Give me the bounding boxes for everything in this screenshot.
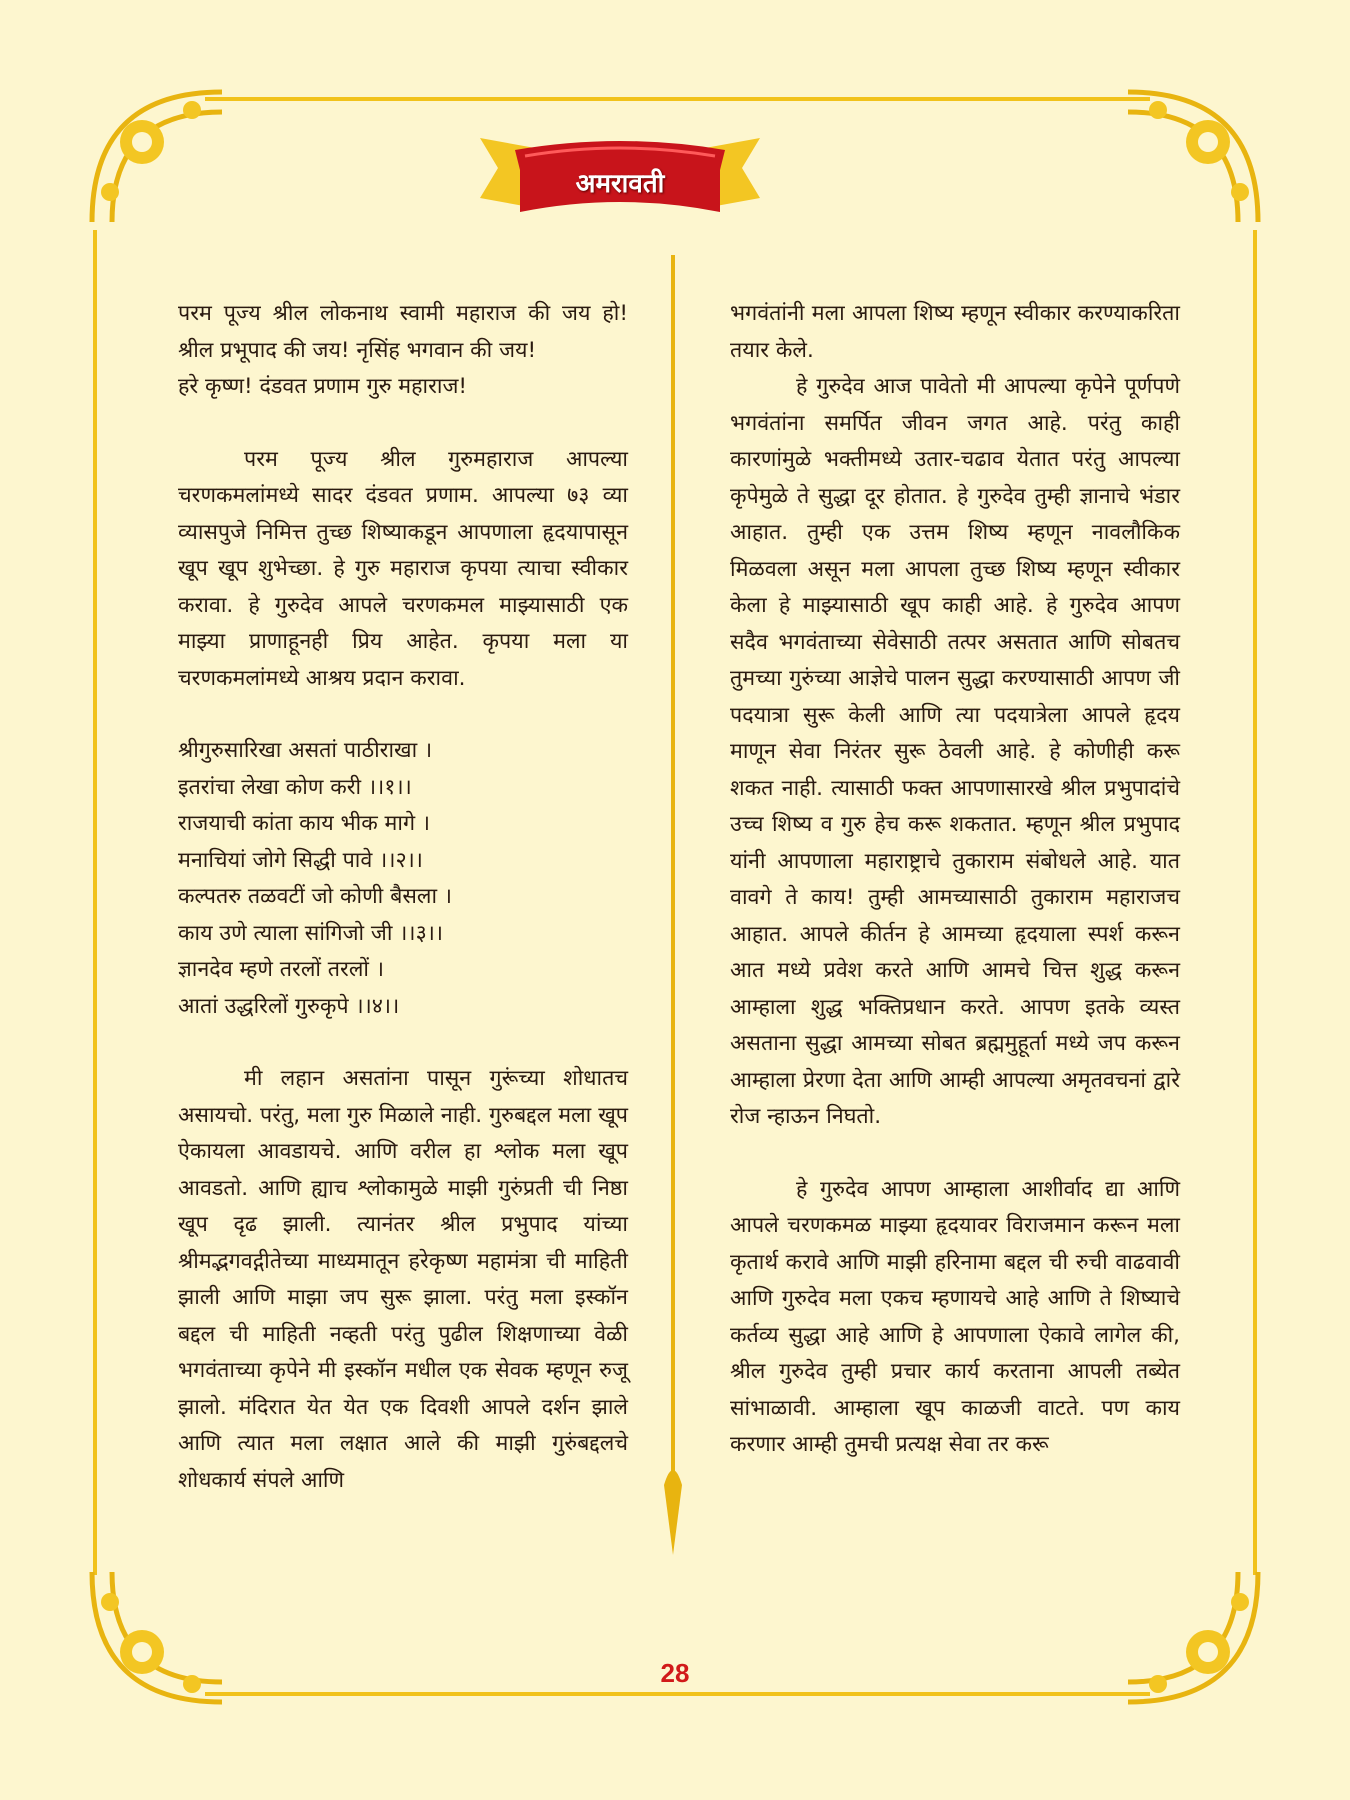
page-number: 28 xyxy=(660,1658,690,1688)
verse-line: मनाचियां जोगे सिद्धी पावे ।।२।। xyxy=(178,847,423,873)
paragraph: परम पूज्य श्रील गुरुमहाराज आपल्या चरणकमलांमध्ये सादर दंडवत प्रणाम. आपल्या ७३ व्या व्यासपुजे निमित्त तुच्छ शिष्याकडून आपणाला हृदयापासून खूप खूप शुभेच्छा. हे गुरु महाराज कृपया त्याचा स्वीकार करावा. हे गुरुदेव आपले चरणकमल माझ्यासाठी एक माझ्या प्राणाहूनही प्रिय आहेत. कृपया मला या चरणकमलांमध्ये आश्रय प्रदान करावा. xyxy=(178,446,628,691)
left-column xyxy=(178,296,628,1499)
banner-title: अमरावती xyxy=(575,169,665,199)
right-column xyxy=(730,296,1180,1464)
column-divider xyxy=(662,255,684,1585)
verse-line: इतरांचा लेखा कोण करी ।।१।। xyxy=(178,774,412,800)
ornament-corner-bottom-right xyxy=(1118,1562,1268,1712)
frame-left-line xyxy=(93,230,97,1575)
title-ribbon-banner xyxy=(460,120,780,230)
paragraph: हे गुरुदेव आपण आम्हाला आशीर्वाद द्या आणि आपले चरणकमळ माझ्या हृदयावर विराजमान करून मला कृतार्थ करावे आणि माझी हरिनामा बद्दल ची रुची वाढवावी आणि गुरुदेव मला एकच म्हणायचे आहे आणि ते शिष्याचे कर्तव्य सुद्धा आहे आणि हे आपणाला ऐकावे लागेल की, श्रील गुरुदेव तुम्ही प्रचार कार्य करताना आपली तब्येत सांभाळावी. आम्हाला खूप काळजी वाटते. पण काय करणार आम्ही तुमची प्रत्यक्ष सेवा तर करू xyxy=(730,1176,1180,1457)
verse-line: श्रीगुरुसारिखा असतां पाठीराखा । xyxy=(178,738,433,763)
paragraph: हे गुरुदेव आज पावेतो मी आपल्या कृपेने पूर्णपणे भगवंतांना समर्पित जीवन जगत आहे. परंतु काही कारणांमुळे भक्तीमध्ये उतार-चढाव येतात परंतु आपल्या कृपेमुळे ते सुद्धा दूर होतात. हे गुरुदेव तुम्ही ज्ञानाचे भंडार आहात. तुम्ही एक उत्तम शिष्य म्हणून नावलौकिक मिळवला असून मला आपला तुच्छ शिष्य म्हणून स्वीकार केला हे माझ्यासाठी खूप काही आहे. हे गुरुदेव आपण सदैव भगवंताच्या सेवेसाठी तत्पर असतात आणि सोबतच तुमच्या गुरुंच्या आज्ञेचे पालन सुद्धा करण्यासाठी आपण जी पदयात्रा सुरू केली आणि त्या पदयात्रेला आपले हृदय माणून सेवा निरंतर सुरू ठेवली आहे. हे कोणीही करू शकत नाही. त्यासाठी फक्त आपणासारखे श्रील प्रभुपादांचे उच्च शिष्य व गुरु हेच करू शकतात. म्हणून श्रील प्रभुपाद यांनी आपणाला महाराष्ट्राचे तुकाराम संबोधले आहे. यात वावगे ते काय! तुम्ही आमच्यासाठी तुकाराम महाराजच आहात. आपले कीर्तन हे आमच्या हृदयाला स्पर्श करून आत मध्ये प्रवेश करते आणि आमचे चित्त शुद्ध करून आम्हाला शुद्ध भक्तिप्रधान करते. आपण इतके व्यस्त असताना सुद्धा आमच्या सोबत ब्रह्ममुहूर्ता मध्ये जप करून आम्हाला प्रेरणा देता आणि आम्ही आपल्या अमृतवचनां द्वारे रोज न्हाऊन निघतो. xyxy=(730,374,1180,1129)
ornament-corner-top-right xyxy=(1118,82,1268,232)
paragraph: भगवंतांनी मला आपला शिष्य म्हणून स्वीकार करण्याकरिता तयार केले. xyxy=(730,301,1180,363)
verse-line: आतां उद्धरिलों गुरुकृपे ।।४।। xyxy=(178,993,400,1019)
salutation-line-1: परम पूज्य श्रील लोकनाथ स्वामी महाराज की जय हो! श्रील प्रभूपाद की जय! नृसिंह भगवान की जय! xyxy=(178,301,628,363)
frame-right-line xyxy=(1253,230,1257,1575)
frame-top-line xyxy=(205,97,1150,101)
verse-block xyxy=(178,733,628,1025)
ornament-corner-top-left xyxy=(82,82,232,232)
verse-line: कल्पतरु तळवटीं जो कोणी बैसला । xyxy=(178,884,453,909)
paragraph: मी लहान असतांना पासून गुरूंच्या शोधातच असायचो. परंतु, मला गुरु मिळाले नाही. गुरुबद्दल मला खूप ऐकायला आवडायचे. आणि वरील हा श्लोक मला खूप आवडतो. आणि ह्याच श्लोकामुळे माझी गुरुंप्रती ची निष्ठा खूप दृढ झाली. त्यानंतर श्रील प्रभुपाद यांच्या श्रीमद्भगवद्गीतेच्या माध्यमातून हरेकृष्ण महामंत्रा ची माहिती झाली आणि माझा जप सुरू झाला. परंतु मला इस्कॉन बद्दल ची माहिती नव्हती परंतु पुढील शिक्षणाच्या वेळी भगवंताच्या कृपेने मी इस्कॉन मधील एक सेवक म्हणून रुजू झालो. मंदिरात येत येत एक दिवशी आपले दर्शन झाले आणि त्यात मला लक्षात आले की माझी गुरुंबद्दलचे शोधकार्य संपले आणि xyxy=(178,1066,628,1493)
ornament-corner-bottom-left xyxy=(82,1562,232,1712)
salutation-line-2: हरे कृष्ण! दंडवत प्रणाम गुरु महाराज! xyxy=(178,374,468,399)
verse-line: काय उणे त्याला सांगिजो जी ।।३।। xyxy=(178,920,444,946)
verse-line: ज्ञानदेव म्हणे तरलों तरलों । xyxy=(178,957,384,982)
verse-line: राजयाची कांता काय भीक मागे । xyxy=(178,811,431,836)
frame-bottom-line xyxy=(205,1692,1150,1696)
